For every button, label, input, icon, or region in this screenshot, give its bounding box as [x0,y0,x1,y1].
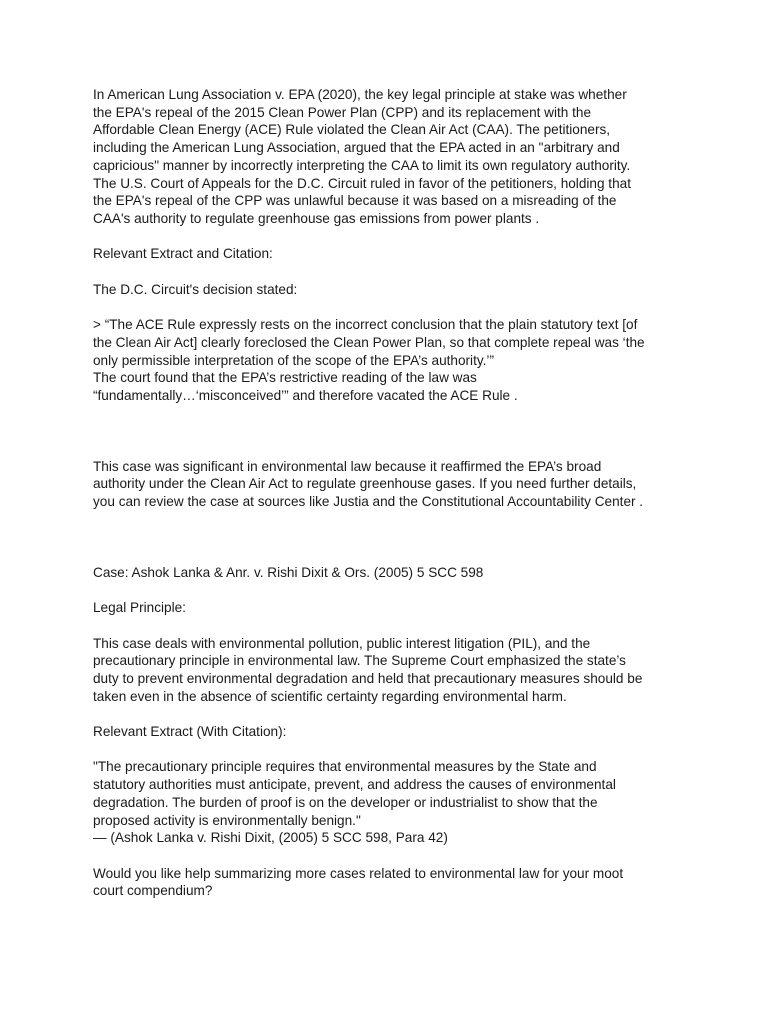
heading-legal-principle: Legal Principle: [93,600,186,616]
quote-precautionary-principle: "The precautionary principle requires that environmental measures by the State and statutory authorities must anticipate, prevent, and address the causes of environmental degradation. The burden of proof is on the developer or industrialist to show that the proposed activity is environmentally benign." — (Ashok Lanka v. Rishi Dixit, (2005) 5 SCC 598, Para 42) [93,759,616,846]
paragraph-closing-question: Would you like help summarizing more cases related to environmental law for your moot court compendium? [93,865,624,899]
document-page [93,86,683,900]
spacer [93,581,683,599]
spacer [93,405,683,458]
spacer [93,511,683,564]
spacer [93,847,683,865]
spacer [93,263,683,281]
spacer [93,228,683,246]
heading-relevant-extract: Relevant Extract and Citation: [93,246,273,262]
paragraph-decision-intro: The D.C. Circuit's decision stated: [93,281,298,297]
spacer [93,741,683,759]
paragraph-case-summary: In American Lung Association v. EPA (2020), the key legal principle at stake was whether the EPA's repeal of the 2015 Clean Power Plan (CPP) and its replacement with the Affordable Clean Energy (ACE) Rule violated the Clean Air Act (CAA). The petitioners, including the American Lung Association, argued that the EPA acted in an "arbitrary and capricious" manner by incorrectly interpreting the CAA to limit its own regulatory authority. The U.S. Court of Appeals for the D.C. Circuit ruled in favor of the petitioners, holding that the EPA's repeal of the CPP was unlawful because it was based on a misreading of the CAA's authority to regulate greenhouse gas emissions from power plants . [93,87,631,226]
heading-case-title: Case: Ashok Lanka & Anr. v. Rishi Dixit & Ors. (2005) 5 SCC 598 [93,564,484,580]
spacer [93,298,683,316]
paragraph-significance: This case was significant in environmental law because it reaffirmed the EPA’s broad authority under the Clean Air Act to regulate greenhouse gases. If you need further details, you can review the case at sources like Justia and the Constitutional Accountability Center . [93,458,644,510]
paragraph-legal-principle: This case deals with environmental pollution, public interest litigation (PIL), and the precautionary principle in environmental law. The Supreme Court emphasized the state’s duty to prevent environmental degradation and held that precautionary measures should be taken even in the absence of scientific certainty regarding environmental harm. [93,635,643,704]
spacer [93,705,683,723]
spacer [93,617,683,635]
quote-dc-circuit: > “The ACE Rule expressly rests on the incorrect conclusion that the plain statutory text [of the Clean Air Act] clearly foreclosed the Clean Power Plan, so that complete repeal was ‘the only permissible interpretation of the scope of the EPA’s authority.’” The court found that the EPA’s restrictive reading of the law was “fundamentally…‘misconceived’” and therefore vacated the ACE Rule . [93,317,645,403]
heading-relevant-extract-citation: Relevant Extract (With Citation): [93,724,287,739]
